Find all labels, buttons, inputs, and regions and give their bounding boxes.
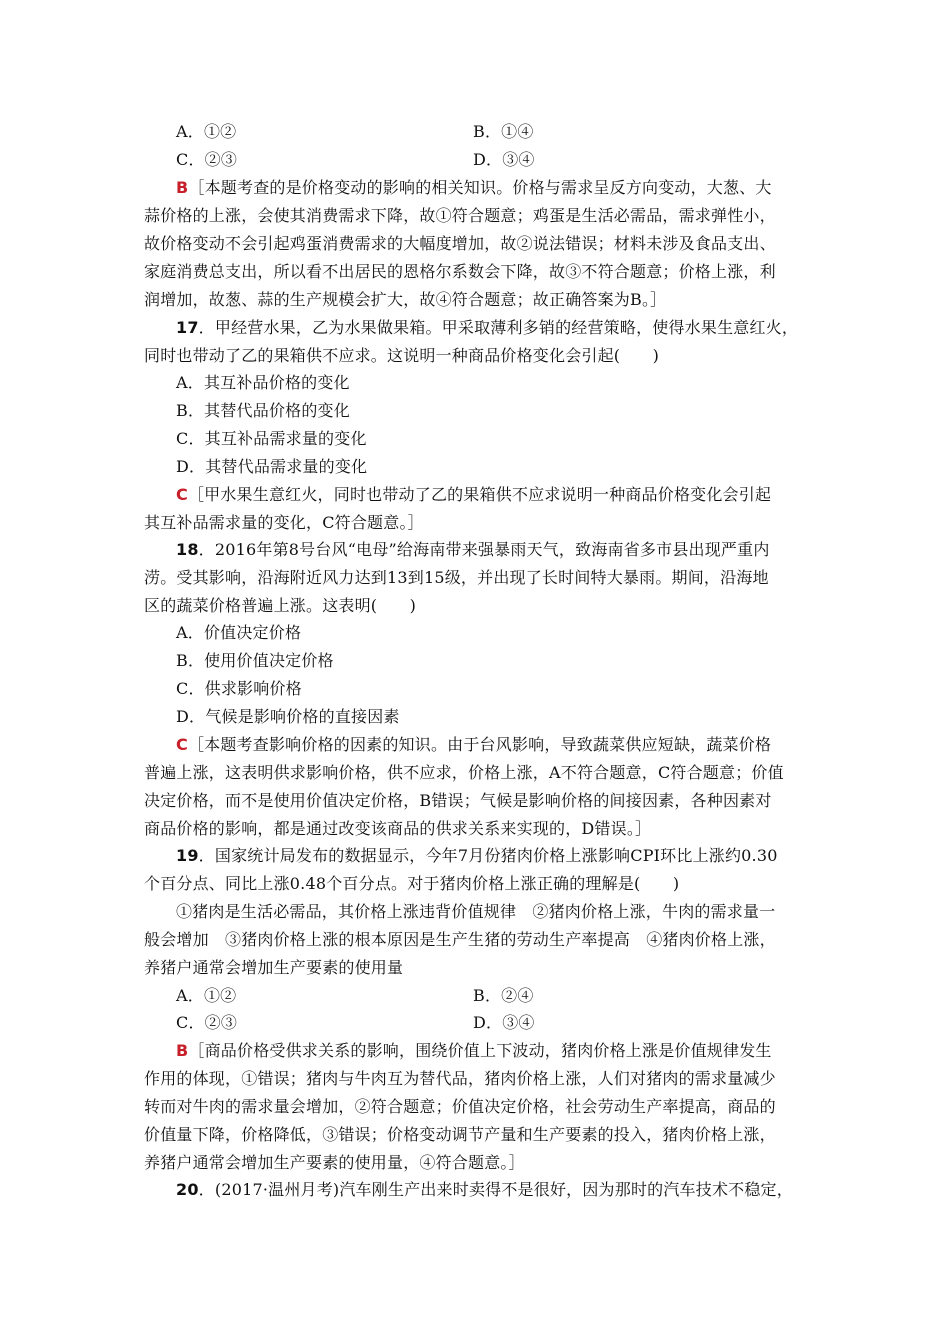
q19-stem-line: 19．国家统计局发布的数据显示，今年7月份猪肉价格上涨影响CPI环比上涨约0.30 [176, 846, 778, 865]
q19-stem-line: 养猪户通常会增加生产要素的使用量 [144, 958, 404, 977]
q17-explanation-line: C［甲水果生意红火，同时也带动了乙的果箱供不应求说明一种商品价格变化会引起 [176, 485, 772, 504]
q20-number: 20 [176, 1180, 199, 1199]
q18-number: 18 [176, 540, 199, 559]
q16-answer: B [176, 178, 189, 197]
q18-option-a: A．价值决定价格 [176, 623, 302, 642]
q17-answer: C [176, 485, 188, 504]
q18-stem-line: 涝。受其影响，沿海附近风力达到13到15级，并出现了长时间特大暴雨。期间，沿海地 [144, 568, 769, 587]
q19-option-d: D．③④ [473, 1013, 535, 1032]
q16-option-b: B．①④ [473, 122, 534, 141]
q19-number: 19 [176, 846, 199, 865]
q19-stem-line: ①猪肉是生活必需品，其价格上涨违背价值规律 ②猪肉价格上涨，牛肉的需求量一 [176, 902, 776, 921]
q18-answer: C [176, 735, 188, 754]
q18-stem-line: 区的蔬菜价格普遍上涨。这表明( ) [144, 596, 417, 615]
q18-stem-line: 18．2016年第8号台风“电母”给海南带来强暴雨天气，致海南省多市县出现严重内 [176, 540, 770, 559]
q19-explanation-line: 养猪户通常会增加生产要素的使用量，④符合题意。］ [144, 1153, 525, 1172]
q17-option-b: B．其替代品价格的变化 [176, 401, 350, 420]
q17-stem-line: 17．甲经营水果，乙为水果做果箱。甲采取薄利多销的经营策略，使得水果生意红火， [176, 318, 799, 337]
q17-number: 17 [176, 318, 199, 337]
q17-explanation-line: 其互补品需求量的变化，C符合题意。］ [144, 513, 424, 532]
q18-explanation-line: C［本题考查影响价格的因素的知识。由于台风影响，导致蔬菜供应短缺，蔬菜价格 [176, 735, 772, 754]
q17-stem-line: 同时也带动了乙的果箱供不应求。这说明一种商品价格变化会引起( ) [144, 346, 660, 365]
q19-stem-line: 个百分点、同比上涨0.48个百分点。对于猪肉价格上涨正确的理解是( ) [144, 874, 680, 893]
q16-explanation-line: 故价格变动不会引起鸡蛋消费需求的大幅度增加，故②说法错误；材料未涉及食品支出、 [144, 234, 776, 253]
q19-explanation-line: 转而对牛肉的需求量会增加，②符合题意；价值决定价格，社会劳动生产率提高，商品的 [144, 1097, 776, 1116]
q18-explanation-line: 普遍上涨，这表明供求影响价格，供不应求，价格上涨，A不符合题意，C符合题意；价值 [144, 763, 784, 782]
q19-option-c: C．②③ [176, 1013, 238, 1032]
q17-option-c: C．其互补品需求量的变化 [176, 429, 367, 448]
q18-explanation-line: 商品价格的影响，都是通过改变该商品的供求关系来实现的，D错误。］ [144, 819, 652, 838]
q16-explanation-line: B［本题考查的是价格变动的影响的相关知识。价格与需求呈反方向变动，大葱、大 [176, 178, 772, 197]
q19-stem-line: 般会增加 ③猪肉价格上涨的根本原因是生产生猪的劳动生产率提高 ④猪肉价格上涨， [144, 930, 776, 949]
q18-option-c: C．供求影响价格 [176, 679, 302, 698]
q20-stem-line: 20．(2017·温州月考)汽车刚生产出来时卖得不是很好，因为那时的汽车技术不稳定， [176, 1180, 793, 1199]
q17-option-a: A．其互补品价格的变化 [176, 373, 350, 392]
q16-explanation-line: 润增加，故葱、蒜的生产规模会扩大，故④符合题意；故正确答案为B。］ [144, 290, 667, 309]
q16-option-d: D．③④ [473, 150, 535, 169]
q18-explanation-line: 决定价格，而不是使用价值决定价格，B错误；气候是影响价格的间接因素，各种因素对 [144, 791, 772, 810]
q16-explanation-line: 家庭消费总支出，所以看不出居民的恩格尔系数会下降，故③不符合题意；价格上涨，利 [144, 262, 776, 281]
q18-option-b: B．使用价值决定价格 [176, 651, 334, 670]
q19-explanation-line: 价值量下降，价格降低，③错误；价格变动调节产量和生产要素的投入，猪肉价格上涨， [144, 1125, 776, 1144]
q19-option-b: B．②④ [473, 986, 534, 1005]
q19-answer: B [176, 1041, 189, 1060]
q16-option-a: A．①② [176, 122, 237, 141]
q16-option-c: C．②③ [176, 150, 238, 169]
q17-option-d: D．其替代品需求量的变化 [176, 457, 368, 476]
q19-explanation-line: 作用的体现，①错误；猪肉与牛肉互为替代品，猪肉价格上涨，人们对猪肉的需求量减少 [144, 1069, 776, 1088]
q18-option-d: D．气候是影响价格的直接因素 [176, 707, 400, 726]
q19-option-a: A．①② [176, 986, 237, 1005]
q16-explanation-line: 蒜价格的上涨，会使其消费需求下降，故①符合题意；鸡蛋是生活必需品，需求弹性小， [144, 206, 776, 225]
q19-explanation-line: B［商品价格受供求关系的影响，围绕价值上下波动，猪肉价格上涨是价值规律发生 [176, 1041, 772, 1060]
